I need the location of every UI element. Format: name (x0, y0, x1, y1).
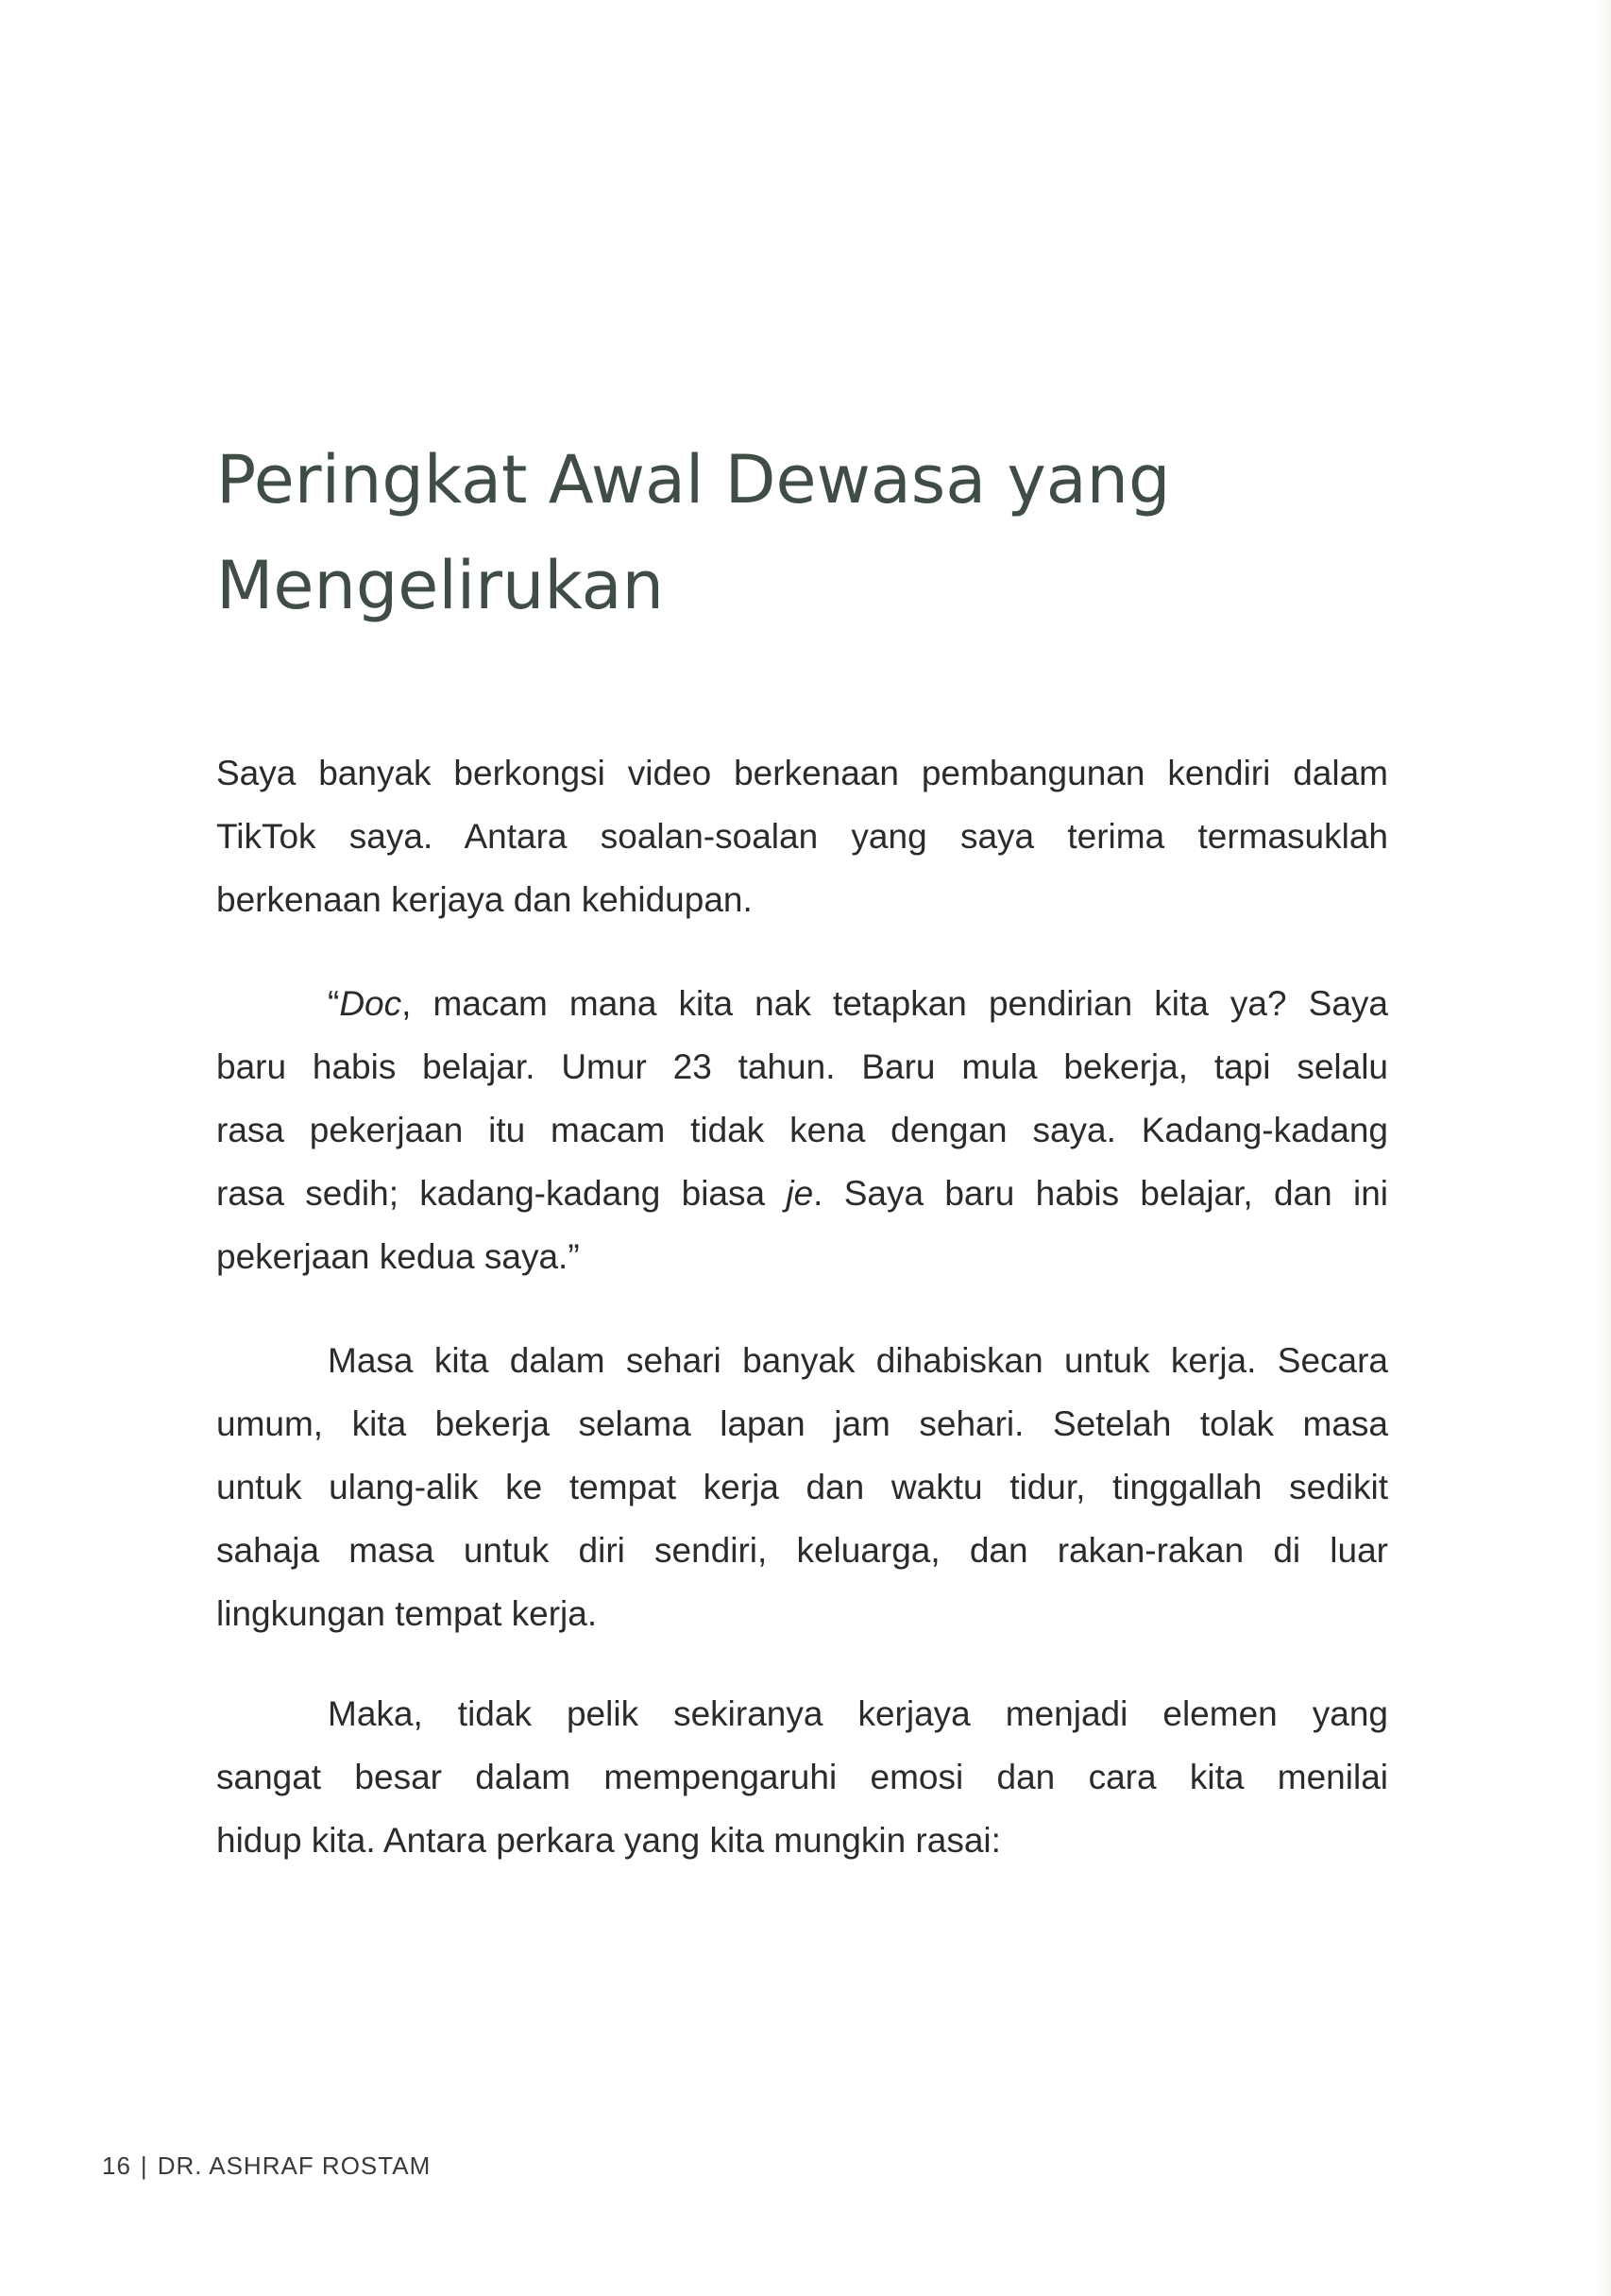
paragraph-line: TikTok saya. Antara soalan-soalan yang saya terima termasuklah (216, 817, 1388, 856)
chapter-title-line-1: Peringkat Awal Dewasa yang (216, 441, 1171, 519)
italic-word-doc: Doc (339, 984, 402, 1023)
page-footer (102, 2151, 431, 2181)
paragraph-line: pekerjaan kedua saya.” (216, 1237, 580, 1276)
line-text: . Saya baru habis belajar, dan ini (813, 1174, 1388, 1213)
paragraph-line: Masa kita dalam sehari banyak dihabiskan untuk kerja. Secara (328, 1341, 1388, 1380)
paragraph-line: baru habis belajar. Umur 23 tahun. Baru mula bekerja, tapi selalu (216, 1047, 1388, 1086)
paragraph-line: berkenaan kerjaya dan kehidupan. (216, 880, 753, 919)
paragraph-line: lingkungan tempat kerja. (216, 1594, 598, 1633)
paragraph-line: sahaja masa untuk diri sendiri, keluarga, dan rakan-rakan di luar (216, 1531, 1388, 1570)
paragraph-line: Saya banyak berkongsi video berkenaan pembangunan kendiri dalam (216, 754, 1388, 792)
paragraph-line: sangat besar dalam mempengaruhi emosi dan cara kita menilai (216, 1758, 1388, 1796)
paragraph-4 (216, 1682, 1388, 1872)
page-edge-shading (1598, 0, 1611, 2296)
paragraph-line: untuk ulang-alik ke tempat kerja dan waktu tidur, tinggallah sedikit (216, 1468, 1388, 1506)
paragraph-line: rasa pekerjaan itu macam tidak kena dengan saya. Kadang-kadang (216, 1111, 1388, 1149)
open-quote-mark: “ (328, 984, 340, 1023)
paragraph-1 (216, 741, 1388, 931)
paragraph-line: hidup kita. Antara perkara yang kita mungkin rasai: (216, 1821, 1001, 1860)
paragraph-line: Maka, tidak pelik sekiranya kerjaya menjadi elemen yang (328, 1694, 1388, 1733)
chapter-title-line-2: Mengelirukan (216, 547, 664, 624)
footer-author: DR. ASHRAF ROSTAM (157, 2151, 432, 2180)
chapter-title (216, 427, 1444, 638)
line-text: , macam mana kita nak tetapkan pendirian kita ya? Saya (401, 984, 1388, 1023)
italic-word-je: je (786, 1174, 814, 1213)
paragraph-3 (216, 1329, 1388, 1645)
page-number: 16 (102, 2151, 131, 2180)
paragraph-line: umum, kita bekerja selama lapan jam sehari. Setelah tolak masa (216, 1404, 1388, 1443)
line-text: rasa sedih; kadang-kadang biasa (216, 1174, 787, 1213)
paragraph-2-quote (216, 972, 1388, 1288)
footer-separator: | (140, 2151, 148, 2180)
paragraph-line (216, 1162, 1388, 1225)
paragraph-line (216, 972, 1388, 1035)
